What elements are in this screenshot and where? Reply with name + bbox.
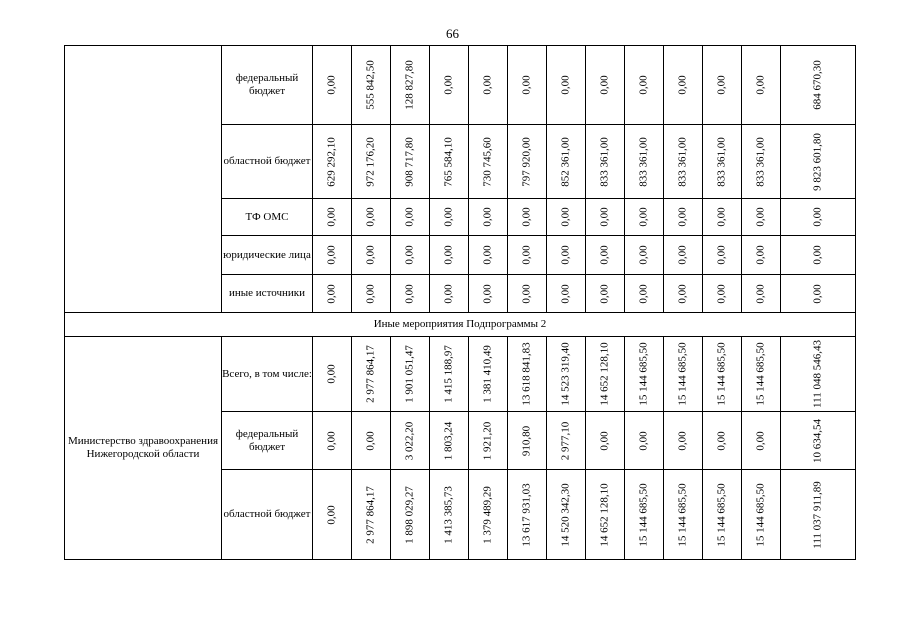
value-text: 0,00 <box>754 75 767 95</box>
section-header <box>65 313 856 337</box>
value-text: 555 842,50 <box>364 60 377 110</box>
funding-source-cell: федеральный бюджет <box>222 412 313 470</box>
value-cell <box>508 337 547 412</box>
value-text: 0,00 <box>325 245 338 265</box>
value-text: 0,00 <box>325 364 338 384</box>
value-cell <box>664 199 703 236</box>
value-text: 0,00 <box>676 207 689 227</box>
value-text: 0,00 <box>811 245 824 265</box>
value-cell <box>586 236 625 275</box>
value-text: 0,00 <box>598 430 611 451</box>
value-text: 15 144 685,50 <box>715 482 728 547</box>
value-text: 0,00 <box>364 207 377 227</box>
value-text: 15 144 685,50 <box>637 342 650 406</box>
value-text: 1 901 051,47 <box>403 345 416 403</box>
value-text: 833 361,00 <box>754 136 767 187</box>
value-cell <box>430 275 469 313</box>
value-text: 0,00 <box>754 430 767 451</box>
value-text: 1 898 029,27 <box>403 485 416 544</box>
value-cell <box>391 470 430 560</box>
total-value-cell <box>781 412 856 470</box>
section-title: Иные мероприятия Подпрограммы 2 <box>65 313 856 337</box>
value-text: 0,00 <box>676 430 689 451</box>
value-text: 0,00 <box>637 245 650 265</box>
value-cell <box>664 46 703 125</box>
funding-source-cell: иные источники <box>222 275 313 313</box>
organization-cell: Министерство здравоохранения Нижегородской области <box>65 337 222 560</box>
value-text: 0,00 <box>325 283 338 304</box>
value-text: 0,00 <box>481 207 494 227</box>
value-text: 111 048 546,43 <box>811 340 824 408</box>
value-text: 14 652 128,10 <box>598 342 611 406</box>
funding-source-cell: областной бюджет <box>222 125 313 199</box>
value-text: 14 652 128,10 <box>598 482 611 547</box>
value-cell <box>664 236 703 275</box>
value-cell <box>703 412 742 470</box>
value-cell <box>352 125 391 199</box>
value-cell <box>391 275 430 313</box>
organization-cell <box>65 46 222 313</box>
total-value-cell <box>781 470 856 560</box>
value-cell <box>313 275 352 313</box>
value-text: 684 670,30 <box>811 60 824 110</box>
value-text: 0,00 <box>559 283 572 304</box>
value-cell <box>352 470 391 560</box>
value-cell <box>391 337 430 412</box>
value-cell <box>586 412 625 470</box>
value-cell <box>625 236 664 275</box>
value-cell <box>352 236 391 275</box>
value-text: 15 144 685,50 <box>754 482 767 547</box>
value-cell <box>625 337 664 412</box>
value-cell <box>586 125 625 199</box>
value-cell <box>508 236 547 275</box>
value-text: 0,00 <box>559 75 572 95</box>
value-text: 0,00 <box>637 430 650 451</box>
value-text: 0,00 <box>754 245 767 265</box>
value-text: 0,00 <box>598 75 611 95</box>
value-text: 3 022,20 <box>403 421 416 460</box>
value-cell <box>391 236 430 275</box>
value-text: 0,00 <box>325 207 338 227</box>
value-text: 0,00 <box>715 207 728 227</box>
value-text: 0,00 <box>559 245 572 265</box>
value-text: 0,00 <box>325 430 338 451</box>
budget-table <box>64 45 856 560</box>
value-text: 2 977 864,17 <box>364 345 377 403</box>
value-text: 0,00 <box>598 283 611 304</box>
value-text: 0,00 <box>637 207 650 227</box>
bottom-block <box>65 337 856 560</box>
value-cell <box>430 46 469 125</box>
value-text: 0,00 <box>325 504 338 525</box>
value-cell <box>625 412 664 470</box>
value-text: 0,00 <box>442 245 455 265</box>
value-text: 0,00 <box>520 245 533 265</box>
value-cell <box>313 337 352 412</box>
value-text: 1 803,24 <box>442 421 455 460</box>
value-text: 14 520 342,30 <box>559 482 572 547</box>
value-text: 111 037 911,89 <box>811 480 824 549</box>
value-cell <box>313 199 352 236</box>
value-text: 0,00 <box>403 283 416 304</box>
value-text: 629 292,10 <box>325 136 338 187</box>
value-cell <box>352 337 391 412</box>
value-text: 14 523 319,40 <box>559 342 572 406</box>
value-text: 0,00 <box>364 283 377 304</box>
value-cell <box>469 275 508 313</box>
value-cell <box>430 470 469 560</box>
value-cell <box>313 125 352 199</box>
value-cell <box>352 412 391 470</box>
value-text: 833 361,00 <box>598 136 611 187</box>
value-cell <box>469 199 508 236</box>
value-text: 0,00 <box>559 207 572 227</box>
value-cell <box>469 470 508 560</box>
value-cell <box>508 275 547 313</box>
value-text: 0,00 <box>637 283 650 304</box>
value-text: 10 634,54 <box>811 418 824 463</box>
value-cell <box>391 199 430 236</box>
value-cell <box>469 337 508 412</box>
value-text: 910,80 <box>520 425 533 456</box>
value-text: 15 144 685,50 <box>676 482 689 547</box>
top-block <box>65 46 856 313</box>
value-text: 1 415 188,97 <box>442 345 455 403</box>
value-text: 0,00 <box>715 75 728 95</box>
table-row <box>65 337 856 412</box>
value-text: 15 144 685,50 <box>676 342 689 406</box>
value-text: 0,00 <box>520 207 533 227</box>
value-cell <box>430 125 469 199</box>
value-text: 833 361,00 <box>676 136 689 187</box>
value-cell <box>703 470 742 560</box>
value-cell <box>352 46 391 125</box>
value-text: 0,00 <box>364 245 377 265</box>
value-cell <box>469 412 508 470</box>
value-cell <box>547 199 586 236</box>
value-cell <box>430 412 469 470</box>
value-text: 0,00 <box>715 430 728 451</box>
value-cell <box>703 199 742 236</box>
value-cell <box>703 337 742 412</box>
value-cell <box>625 470 664 560</box>
value-text: 0,00 <box>676 245 689 265</box>
value-cell <box>430 236 469 275</box>
value-cell <box>742 46 781 125</box>
value-cell <box>547 470 586 560</box>
value-cell <box>313 236 352 275</box>
value-text: 0,00 <box>754 207 767 227</box>
value-cell <box>469 236 508 275</box>
value-text: 765 584,10 <box>442 136 455 187</box>
value-cell <box>547 125 586 199</box>
value-cell <box>664 125 703 199</box>
value-cell <box>742 275 781 313</box>
value-text: 0,00 <box>403 245 416 265</box>
value-text: 0,00 <box>520 283 533 304</box>
value-cell <box>391 46 430 125</box>
value-cell <box>508 46 547 125</box>
value-text: 0,00 <box>637 75 650 95</box>
value-text: 128 827,80 <box>403 60 416 110</box>
funding-source-cell: юридические лица <box>222 236 313 275</box>
value-text: 833 361,00 <box>637 136 650 187</box>
value-text: 1 381 410,49 <box>481 345 494 403</box>
value-cell <box>664 412 703 470</box>
value-text: 730 745,60 <box>481 136 494 187</box>
value-cell <box>547 337 586 412</box>
value-text: 0,00 <box>442 207 455 227</box>
value-cell <box>703 46 742 125</box>
value-cell <box>508 125 547 199</box>
value-cell <box>391 125 430 199</box>
value-cell <box>469 125 508 199</box>
value-cell <box>625 46 664 125</box>
total-value-cell <box>781 337 856 412</box>
value-text: 0,00 <box>481 245 494 265</box>
value-text: 1 921,20 <box>481 421 494 460</box>
value-cell <box>313 46 352 125</box>
value-text: 0,00 <box>364 430 377 451</box>
value-cell <box>586 275 625 313</box>
funding-source-cell: Всего, в том числе: <box>222 337 313 412</box>
value-cell <box>586 337 625 412</box>
value-text: 0,00 <box>481 75 494 95</box>
value-cell <box>508 199 547 236</box>
value-text: 0,00 <box>754 283 767 304</box>
value-cell <box>586 470 625 560</box>
funding-source-cell: ТФ ОМС <box>222 199 313 236</box>
value-cell <box>625 125 664 199</box>
value-cell <box>586 46 625 125</box>
value-text: 15 144 685,50 <box>754 342 767 406</box>
value-cell <box>430 337 469 412</box>
value-text: 797 920,00 <box>520 136 533 187</box>
value-cell <box>547 275 586 313</box>
value-cell <box>508 470 547 560</box>
value-cell <box>313 412 352 470</box>
total-value-cell <box>781 236 856 275</box>
value-cell <box>664 337 703 412</box>
value-cell <box>547 236 586 275</box>
value-cell <box>664 275 703 313</box>
value-text: 0,00 <box>403 207 416 227</box>
value-text: 908 717,80 <box>403 136 416 187</box>
value-text: 15 144 685,50 <box>715 342 728 406</box>
funding-source-cell: областной бюджет <box>222 470 313 560</box>
value-text: 2 977 864,17 <box>364 485 377 544</box>
value-text: 0,00 <box>811 207 824 227</box>
value-text: 0,00 <box>598 245 611 265</box>
value-cell <box>430 199 469 236</box>
total-value-cell <box>781 275 856 313</box>
total-value-cell <box>781 46 856 125</box>
value-cell <box>664 470 703 560</box>
value-text: 0,00 <box>715 245 728 265</box>
value-text: 0,00 <box>520 75 533 95</box>
value-cell <box>742 236 781 275</box>
table-row <box>65 46 856 125</box>
value-cell <box>313 470 352 560</box>
value-text: 972 176,20 <box>364 136 377 187</box>
value-text: 833 361,00 <box>715 136 728 187</box>
value-cell <box>625 275 664 313</box>
value-cell <box>508 412 547 470</box>
value-cell <box>703 125 742 199</box>
value-cell <box>586 199 625 236</box>
value-text: 9 823 601,80 <box>811 132 824 191</box>
value-text: 0,00 <box>676 75 689 95</box>
value-cell <box>742 412 781 470</box>
value-text: 1 413 385,73 <box>442 485 455 544</box>
value-text: 0,00 <box>325 75 338 95</box>
funding-source-cell: федеральный бюджет <box>222 46 313 125</box>
value-text: 0,00 <box>442 75 455 95</box>
value-text: 13 618 841,83 <box>520 342 533 406</box>
value-text: 0,00 <box>598 207 611 227</box>
value-text: 0,00 <box>811 283 824 304</box>
value-text: 852 361,00 <box>559 136 572 187</box>
value-cell <box>352 199 391 236</box>
value-cell <box>742 337 781 412</box>
value-text: 2 977,10 <box>559 421 572 460</box>
value-cell <box>625 199 664 236</box>
value-cell <box>469 46 508 125</box>
value-cell <box>391 412 430 470</box>
value-text: 13 617 931,03 <box>520 482 533 547</box>
total-value-cell <box>781 125 856 199</box>
value-cell <box>742 470 781 560</box>
value-cell <box>703 275 742 313</box>
value-text: 0,00 <box>676 283 689 304</box>
value-text: 0,00 <box>481 283 494 304</box>
value-cell <box>547 412 586 470</box>
value-text: 15 144 685,50 <box>637 482 650 547</box>
page-number: 66 <box>446 26 459 41</box>
value-text: 0,00 <box>715 283 728 304</box>
value-cell <box>742 125 781 199</box>
value-cell <box>703 236 742 275</box>
value-cell <box>547 46 586 125</box>
value-text: 0,00 <box>442 283 455 304</box>
total-value-cell <box>781 199 856 236</box>
value-text: 1 379 489,29 <box>481 485 494 544</box>
value-cell <box>742 199 781 236</box>
value-cell <box>352 275 391 313</box>
